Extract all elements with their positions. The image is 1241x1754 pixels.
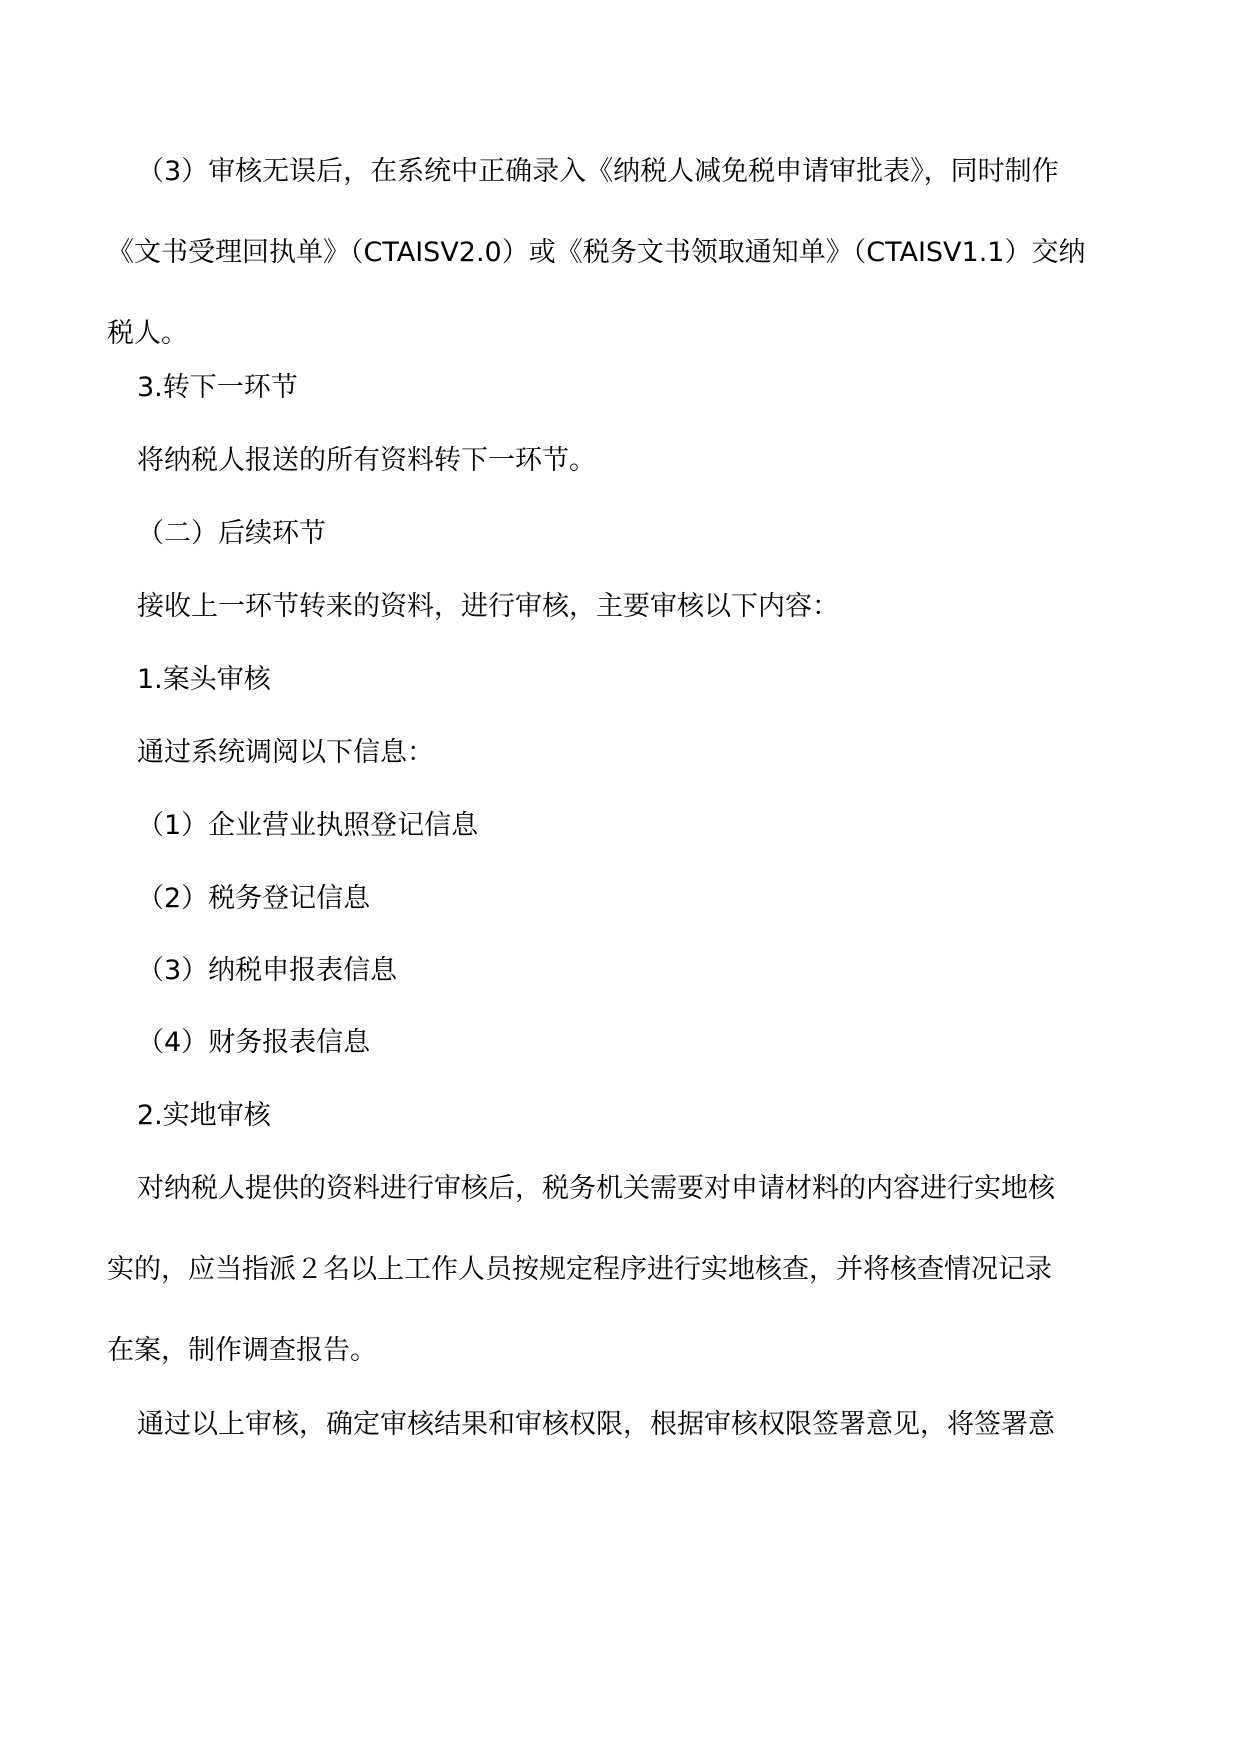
list-item-tax-registration: （2）税务登记信息 — [137, 883, 371, 914]
paragraph-field-verification — [107, 1148, 1133, 1391]
paragraph-line: 《文书受理回执单》（CTAISV2.0）或《税务文书领取通知单》（CTAISV1.1）交纳 — [107, 237, 1086, 268]
list-item-financial-statements: （4）财务报表信息 — [137, 1027, 371, 1058]
section-heading-followup: （二）后续环节 — [137, 518, 326, 549]
paragraph-line: 对纳税人提供的资料进行审核后，税务机关需要对申请材料的内容进行实地核 — [137, 1173, 1055, 1204]
paragraph-line: 通过以上审核，确定审核结果和审核权限，根据审核权限签署意见，将签署意 — [137, 1409, 1055, 1440]
section-heading-forward: 3.转下一环节 — [137, 372, 298, 403]
paragraph-receive-review: 接收上一环节转来的资料，进行审核，主要审核以下内容： — [137, 591, 839, 622]
list-item-business-license: （1）企业营业执照登记信息 — [137, 810, 479, 841]
paragraph-line: 实的，应当指派２名以上工作人员按规定程序进行实地核查，并将核查情况记录 — [107, 1254, 1052, 1285]
paragraph-review-conclusion — [107, 1384, 1133, 1465]
paragraph-line: 在案，制作调查报告。 — [107, 1335, 377, 1366]
section-heading-field-review: 2.实地审核 — [137, 1100, 271, 1131]
paragraph-forward-materials: 将纳税人报送的所有资料转下一环节。 — [137, 445, 596, 476]
section-heading-desk-review: 1.案头审核 — [137, 664, 271, 695]
list-item-tax-return: （3）纳税申报表信息 — [137, 955, 398, 986]
paragraph-line: （3）审核无误后，在系统中正确录入《纳税人减免税申请审批表》，同时制作 — [137, 156, 1059, 187]
paragraph-review-entry — [107, 131, 1133, 374]
paragraph-system-lookup: 通过系统调阅以下信息： — [137, 737, 434, 768]
paragraph-line: 税人。 — [107, 318, 188, 349]
